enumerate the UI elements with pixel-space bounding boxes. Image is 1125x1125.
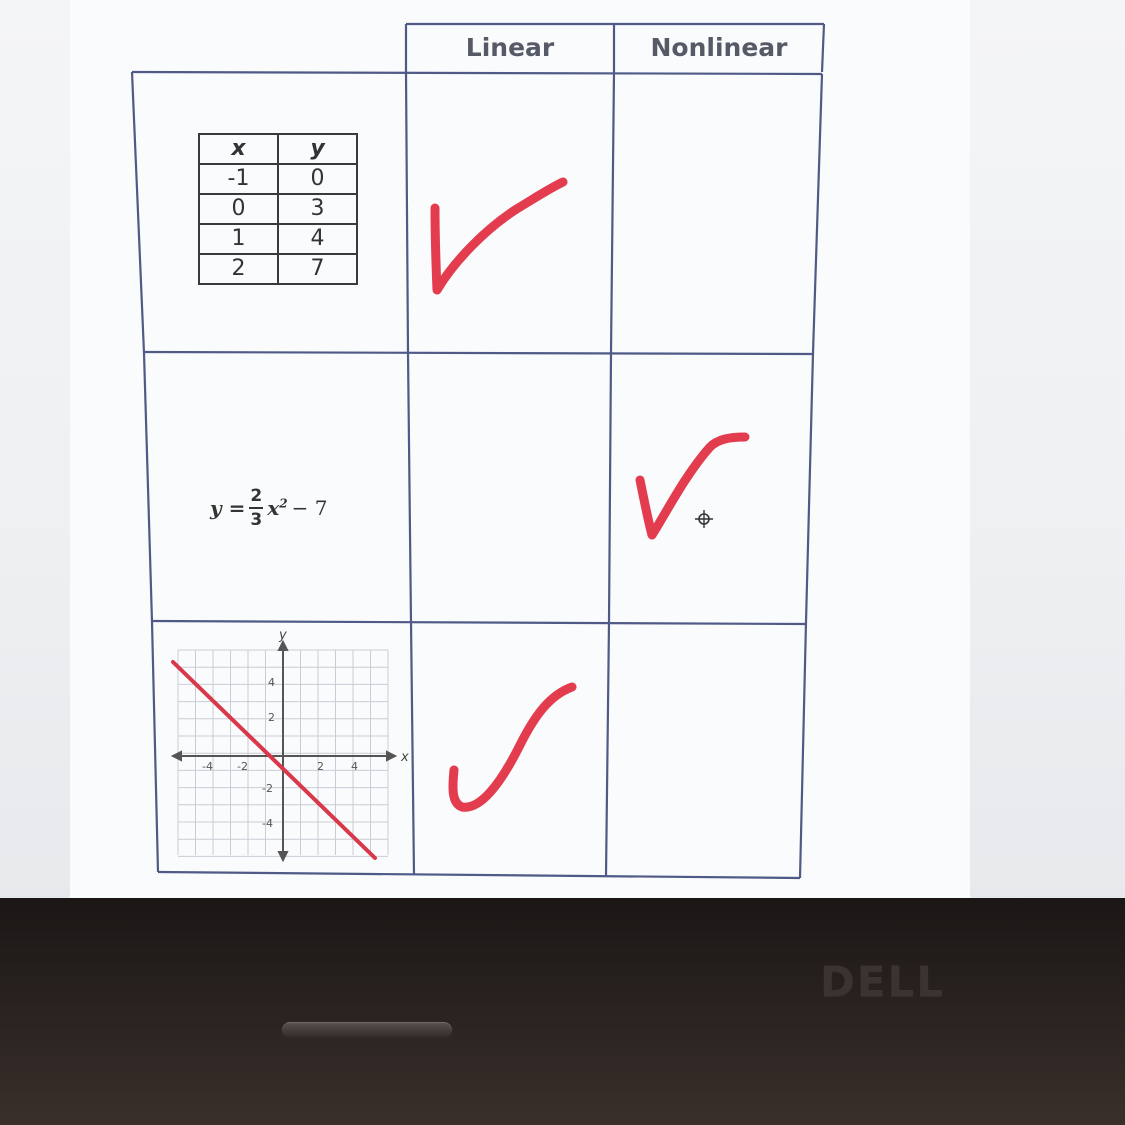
xy-table-header-y: y xyxy=(278,134,357,164)
column-header-linear: Linear xyxy=(465,33,555,62)
table-row xyxy=(199,254,357,284)
xy-table-cell: 4 xyxy=(278,224,357,254)
check-mark-icon xyxy=(440,675,590,825)
y-axis-label: y xyxy=(279,630,287,643)
table-row xyxy=(199,164,357,194)
x-tick-label: -4 xyxy=(202,760,213,773)
y-tick-label: 4 xyxy=(268,676,275,689)
x-tick-label: 2 xyxy=(317,760,324,773)
y-axis-arrow-down xyxy=(279,852,287,860)
check-mark-icon xyxy=(630,425,760,550)
y-tick-label: -4 xyxy=(262,817,273,830)
x-axis-arrow-left xyxy=(173,752,181,760)
equation-constant: − 7 xyxy=(291,496,328,520)
brand-logo: DELL xyxy=(820,957,946,1006)
check-mark-icon xyxy=(425,170,575,300)
xy-table-header-x: x xyxy=(199,134,278,164)
y-axis-arrow-up xyxy=(279,642,287,650)
x-axis-arrow-right xyxy=(387,752,395,760)
equation-lhs: y = xyxy=(210,496,246,520)
fraction-numerator: 2 xyxy=(250,486,263,506)
coordinate-graph xyxy=(165,630,415,865)
equation-exponent: 2 xyxy=(279,496,288,511)
xy-value-table xyxy=(198,133,358,285)
crosshair-cursor-icon xyxy=(694,509,714,529)
table-row xyxy=(199,194,357,224)
xy-table-cell: 0 xyxy=(199,194,278,224)
x-tick-label: -2 xyxy=(237,760,248,773)
xy-table-cell: 7 xyxy=(278,254,357,284)
equation-variable: $x^2$ xyxy=(267,496,288,520)
fraction-bar xyxy=(249,507,263,509)
table-row xyxy=(199,224,357,254)
xy-table-cell: 0 xyxy=(278,164,357,194)
y-tick-label: -2 xyxy=(262,782,273,795)
quadratic-equation xyxy=(210,478,327,538)
xy-table-cell: 1 xyxy=(199,224,278,254)
x-tick-label: 4 xyxy=(351,760,358,773)
monitor-vent-slot xyxy=(282,1022,452,1038)
fraction-denominator: 3 xyxy=(250,510,263,530)
monitor-bezel xyxy=(0,898,1125,1125)
y-tick-label: 2 xyxy=(268,711,275,724)
xy-table-cell: 2 xyxy=(199,254,278,284)
xy-table-cell: 3 xyxy=(278,194,357,224)
xy-table-cell: -1 xyxy=(199,164,278,194)
x-axis-label: x xyxy=(401,750,409,765)
column-header-nonlinear: Nonlinear xyxy=(650,33,788,62)
equation-fraction xyxy=(249,486,263,530)
